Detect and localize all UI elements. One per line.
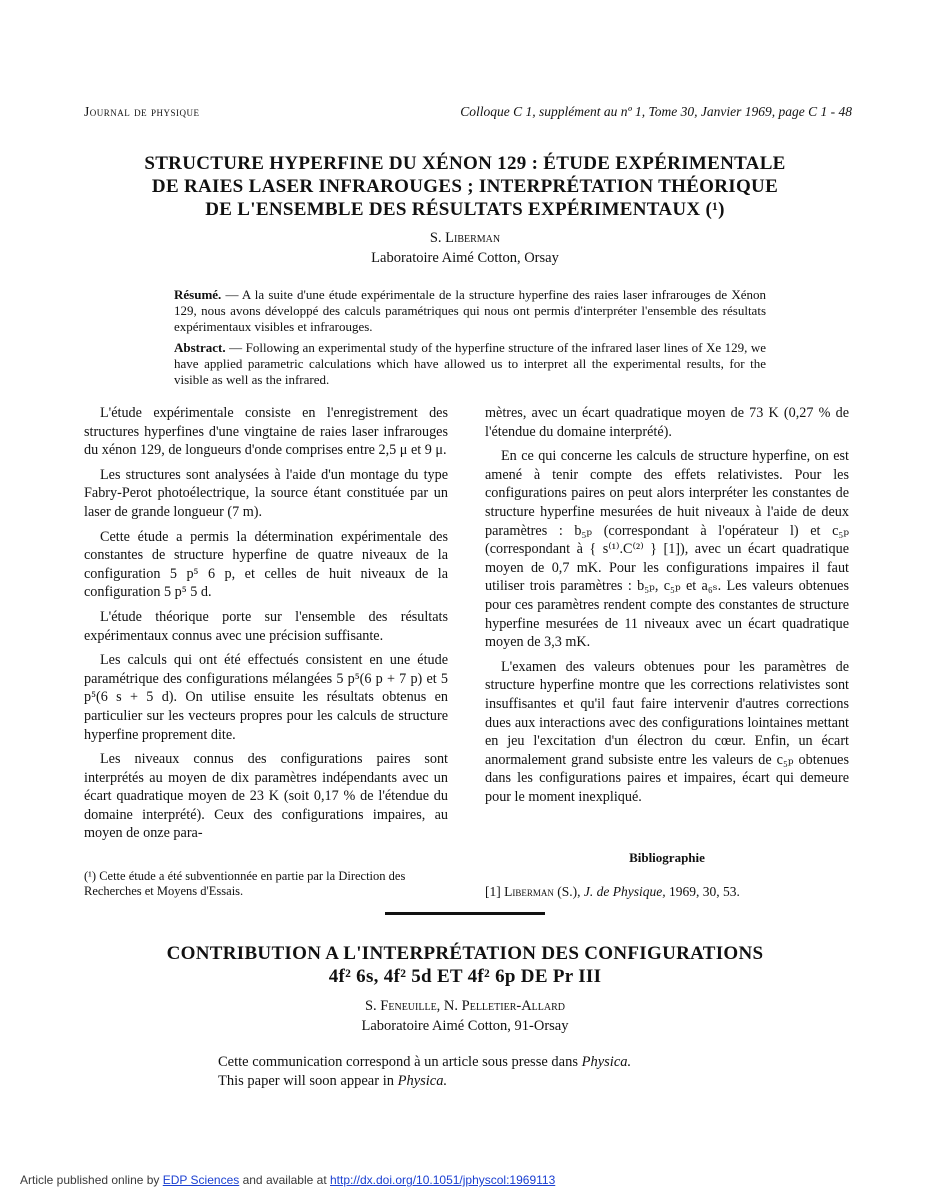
paragraph: Les structures sont analysées à l'aide d'un montage du type Fabry-Perot photoélectrique, la source étant constituée par un laser de grande longueur (7 m).: [84, 466, 448, 520]
bib-journal: J. de Physique,: [580, 884, 666, 899]
authors: S. Feneuille, N. Pelletier-Allard: [364, 998, 565, 1014]
resume-label: Résumé.: [174, 287, 222, 302]
author: S. Liberman: [429, 230, 501, 246]
publication-note-fr: [218, 1053, 738, 1072]
bibliography-heading: Bibliographie: [629, 850, 705, 865]
paragraph: L'examen des valeurs obtenues pour les paramètres de structure hyperfine montre que les corrections relativistes sont insuffisantes et qu'il faut faire intervenir d'autres corrections dues aux interactions avec des configurations lointaines mettant en jeu l'excitation d'un électron du cœur. Enfin, un écart anormalement grand subsiste entre les valeurs de c₅ₚ obtenues dans les configurations paires et impaires, écart qui demeure pour le moment inexpliqué.: [485, 658, 849, 805]
note-fr-text: Cette communication correspond à un article sous presse dans: [218, 1054, 582, 1070]
paragraph: Cette étude a permis la détermination expérimentale des constantes de structure hyperfine de quatre niveaux de la configuration 5 p⁵ 6 p, et celles de huit niveaux de la configuration 5 p⁵ 5 d.: [84, 528, 448, 601]
title-line-2: 4f² 6s, 4f² 5d ET 4f² 6p DE Pr III: [328, 966, 602, 987]
journal-name: Journal de physique: [84, 104, 200, 119]
publication-note-en: [218, 1072, 738, 1091]
right-column: [485, 404, 849, 812]
bib-rest: 1969, 30, 53.: [665, 884, 740, 899]
bib-author: Liberman (S.),: [504, 884, 581, 899]
paragraph: Les calculs qui ont été effectués consistent en une étude paramétrique des configurations mélangées 5 p⁵(6 p + 7 p) et 5 p⁵(6 s + 5 d). On utilise ensuite les résultats obtenus en particulier sur les vecteurs propres pour les calculs de structure hyperfine proprement dite.: [84, 652, 448, 743]
left-column: [84, 404, 448, 849]
affiliation: Laboratoire Aimé Cotton, 91-Orsay: [361, 1018, 569, 1034]
article-title: [60, 152, 870, 221]
bib-number: [1]: [485, 884, 505, 899]
abstract-text: — Following an experimental study of the hyperfine structure of the infrared laser lines of Xe 129, we have applied parametric calculations which have allowed us to interpret all the experimental results, for the visible as well as the infrared.: [174, 340, 766, 387]
abstract-label: Abstract.: [174, 340, 226, 355]
paragraph: L'étude expérimentale consiste en l'enregistrement des structures hyperfines d'une vingtaine de raies laser infrarouges du xénon 129, de longueurs d'onde comprises entre 2,5 μ et 9 μ.: [84, 405, 448, 459]
paragraph: En ce qui concerne les calculs de structure hyperfine, on est amené à tenir compte des effets relativistes. Pour les configurations paires on peut alors interpréter les constantes de structure hyperfine mesurées de huit niveaux à l'aide de deux paramètres : b₅ₚ (correspondant à l'opérateur l) et c₅ₚ (correspondant à { s⁽¹⁾.C⁽²⁾ } [1]), avec un écart quadratique moyen de 0,7 mK. Pour les configurations impaires il faut utiliser trois paramètres : b₅ₚ, c₅ₚ et a₆ₛ. Les valeurs obtenues pour ces paramètres rendent compte des constantes de structure hyperfine mesurées de 11 niveaux avec un écart quadratique moyen de 3,3 mK.: [485, 448, 849, 651]
paragraph: Les niveaux connus des configurations paires sont interprétés au moyen de dix paramètres indépendants avec un écart quadratique moyen de 23 K (soit 0,17 % de l'étendue du domaine interprété). Ceux des configurations impaires, au moyen de onze para-: [84, 751, 448, 842]
resume: [174, 287, 766, 335]
bibliography-entry: [485, 884, 849, 900]
footnote: (¹) Cette étude a été subventionnée en partie par la Direction des Recherches et Moyens d'Essais.: [84, 869, 406, 898]
abstract: [174, 340, 766, 388]
title-line-3: DE L'ENSEMBLE DES RÉSULTATS EXPÉRIMENTAUX (¹): [205, 199, 725, 220]
footer-middle: and available at: [239, 1173, 330, 1187]
footer-prefix: Article published online by: [20, 1173, 163, 1187]
title-line-1: STRUCTURE HYPERFINE DU XÉNON 129 : ÉTUDE EXPÉRIMENTALE: [144, 153, 786, 174]
publisher-link[interactable]: EDP Sciences: [162, 1173, 240, 1187]
note-en-text: This paper will soon appear in: [218, 1073, 398, 1089]
note-fr-journal: Physica.: [581, 1054, 632, 1070]
footer: [20, 1173, 555, 1187]
title-line-2: DE RAIES LASER INFRAROUGES ; INTERPRÉTATION THÉORIQUE: [151, 176, 779, 197]
title-line-1: CONTRIBUTION A L'INTERPRÉTATION DES CONFIGURATIONS: [166, 943, 764, 964]
affiliation: Laboratoire Aimé Cotton, Orsay: [371, 250, 559, 266]
paragraph-continuation: mètres, avec un écart quadratique moyen de 73 K (0,27 % de l'étendue du domaine interprété).: [485, 405, 849, 440]
separator-rule: [385, 912, 545, 915]
citation-line: Colloque C 1, supplément au nº 1, Tome 30, Janvier 1969, page C 1 - 48: [460, 104, 852, 119]
note-en-journal: Physica.: [397, 1073, 448, 1089]
doi-link[interactable]: http://dx.doi.org/10.1051/jphyscol:1969113: [329, 1173, 556, 1187]
resume-text: — A la suite d'une étude expérimentale de la structure hyperfine des raies laser infrarouges de Xénon 129, nous avons développé des calculs paramétriques qui nous ont permis d'interpréter l'ensemble des résultats expérimentaux visibles et infrarouges.: [174, 287, 766, 334]
article2-title: [60, 942, 870, 988]
paragraph: L'étude théorique porte sur l'ensemble des résultats expérimentaux connus avec une précision suffisante.: [84, 608, 448, 644]
